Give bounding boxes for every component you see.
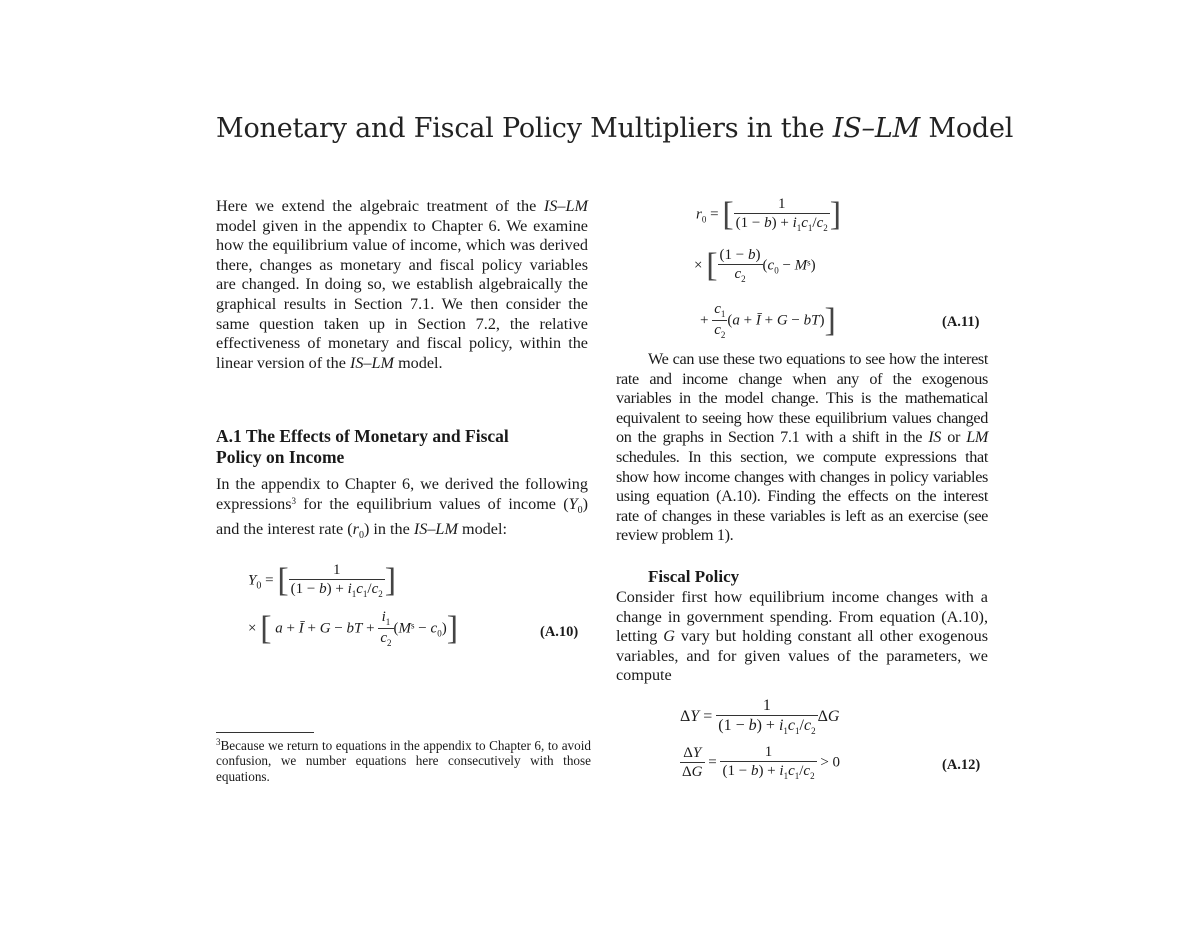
equation-label-a11: (A.11)	[942, 314, 980, 330]
equation-label-a10: (A.10)	[540, 624, 579, 640]
right-paragraph: We can use these two equations to see how the interest rate and income change when any of the exogenous variables in the model change. This is the mathematical equivalent to seeing how these equilibrium values changed on the graphs in Section 7.1 with a shift in the IS or LM schedules. In this section, we compute expressions that show how income changes with changes in policy variables using equation (A.10). Finding the effects on the interest rate of changes in these variables is left as an exercise (see review problem 1).	[616, 350, 988, 545]
left-column	[216, 197, 588, 373]
section-a1-paragraph: In the appendix to Chapter 6, we derived the following expressions$^3$ for the equilibrium values of income $(Y_0)$ and the interest rate $(r_0)$ in the IS–LM model:	[216, 475, 588, 542]
equation-a11-line1: $r_0$ = [ $\frac{1}{(1 - b) + i_1c_1/c_2}$ ]	[696, 196, 842, 233]
intro-paragraph: Here we extend the algebraic treatment of the IS–LM model given in the appendix to Chapter 6. We examine how the equilibrium value of income, which was derived there, changes as monetary and fiscal policy variables are changed. In doing so, we establish algebraically the graphical results in Section 7.1. We then consider the same question taken up in Section 7.2, the relative effectiveness of monetary and fiscal policy, within the linear version of the IS–LM model.	[216, 197, 588, 372]
equation-a12-line1: ΔY = $\frac{1}{(1 - b) + i_1c_1/c_2}$ ΔG	[680, 697, 840, 737]
footnote-rule	[216, 732, 314, 733]
page-title: Monetary and Fiscal Policy Multipliers in the IS–LM Model	[216, 113, 1014, 144]
footnote: $^3$Because we return to equations in the appendix to Chapter 6, to avoid confusion, we number equations here consecutively with those equations.	[216, 737, 591, 784]
equation-a12-line2: $\frac{\Delta Y}{\Delta G}$ = $\frac{1}{(1 - b) + i_1c_1/c_2}$ > 0	[682, 744, 841, 781]
section-heading-a1: A.1 The Effects of Monetary and Fiscal Policy on Income	[216, 426, 509, 467]
equation-a11-line2: × [ $\frac{(1 - b)}{c_2}$ $(c_0 - M^s)$	[694, 247, 816, 284]
equation-a10-line1: $Y_0$ = [ $\frac{1}{(1 - b) + i_1c_1/c_2}$ ]	[248, 562, 397, 599]
equation-label-a12: (A.12)	[942, 757, 981, 773]
fiscal-policy-paragraph: Consider first how equilibrium income changes with a change in government spending. From equation (A.10), letting G vary but holding constant all other exogenous variables, and for given values of the parameters, we compute	[616, 588, 988, 685]
equation-a11-line3: + $\frac{c_1}{c_2}$ (a + Ī + G − bT)]	[700, 301, 836, 340]
fiscal-policy-heading: Fiscal Policy	[648, 567, 740, 586]
equation-a10-line2: × [ a + Ī + G − bT + $\frac{i_1}{c_2}$ $(M^s - c_0)$]	[248, 609, 459, 648]
